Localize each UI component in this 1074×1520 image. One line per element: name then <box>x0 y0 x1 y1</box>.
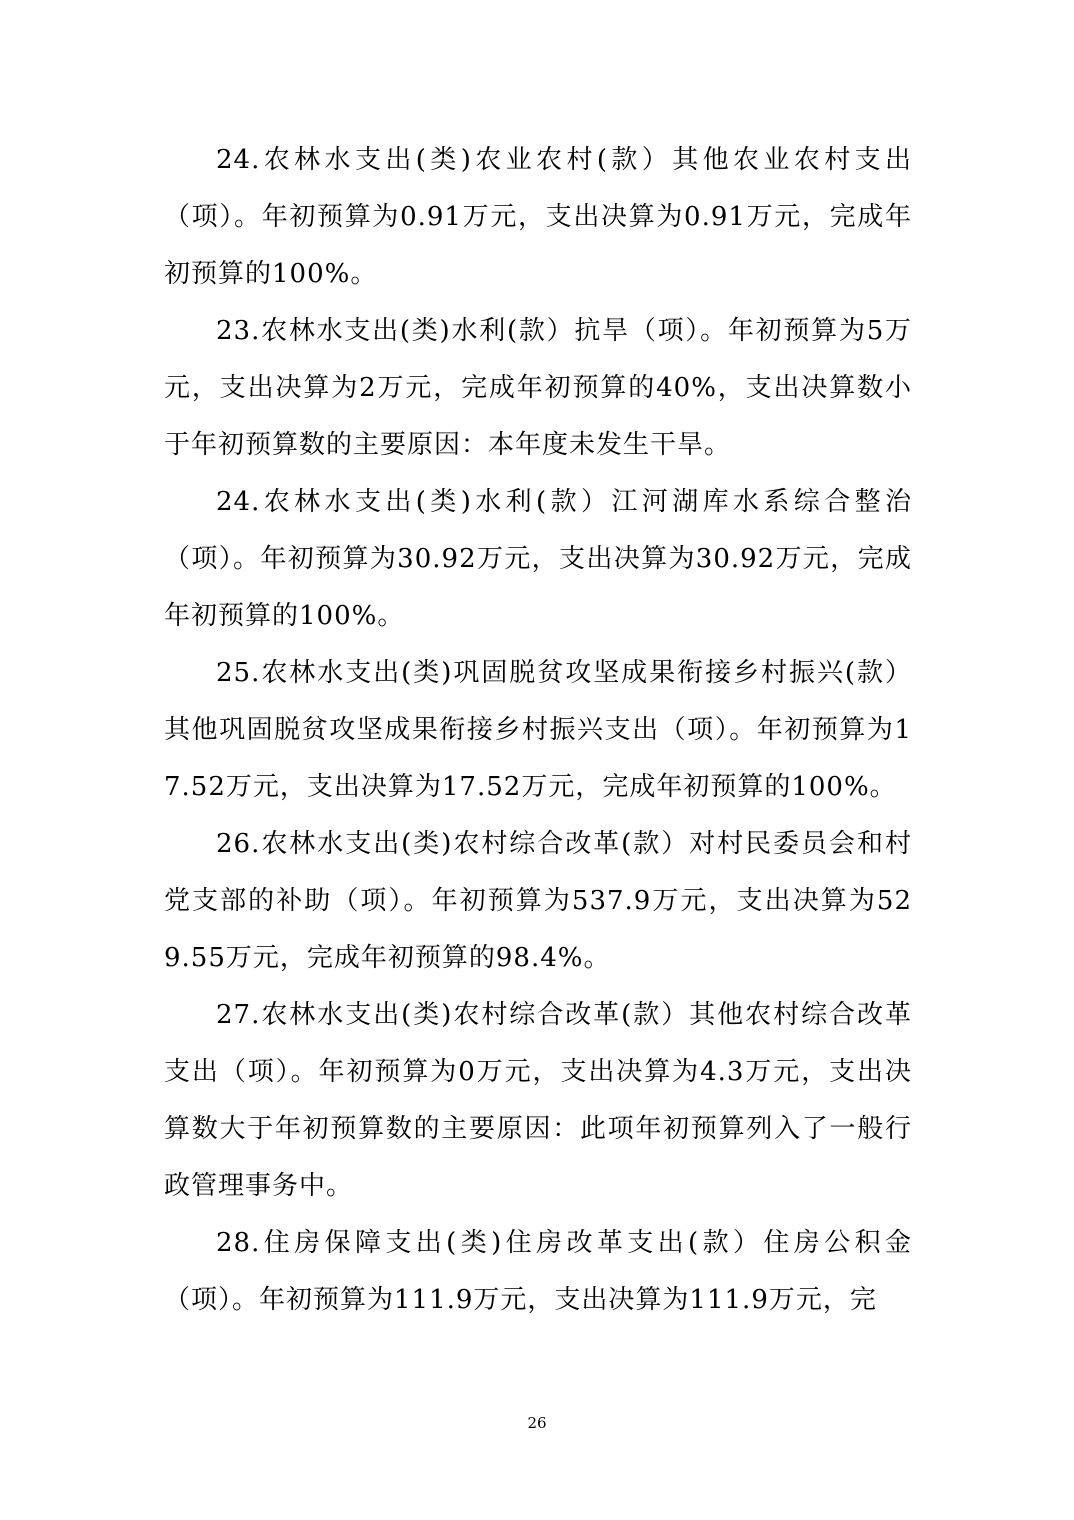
paragraph-item-25-rural-revitalization: 25.农林水支出(类)巩固脱贫攻坚成果衔接乡村振兴(款）其他巩固脱贫攻坚成果衔接乡村振兴支出（项）。年初预算为17.52万元，支出决算为17.52万元，完成年初预算的100%。 <box>164 658 912 802</box>
page-number: 26 <box>527 1414 547 1432</box>
paragraph-item-23-drought: 23.农林水支出(类)水利(款）抗旱（项）。年初预算为5万元，支出决算为2万元，完成年初预算的40%，支出决算数小于年初预算数的主要原因：本年度未发生干旱。 <box>164 316 912 460</box>
paragraph-item-27-rural-reform: 27.农林水支出(类)农村综合改革(款）其他农村综合改革支出（项）。年初预算为0万元，支出决算为4.3万元，支出决算数大于年初预算数的主要原因：此项年初预算列入了一般行政管理事务中。 <box>164 1000 912 1201</box>
paragraph-item-28-housing-fund: 28.住房保障支出(类)住房改革支出(款）住房公积金（项）。年初预算为111.9万元，支出决算为111.9万元，完 <box>164 1228 912 1315</box>
paragraph-item-24-agriculture: 24.农林水支出(类)农业农村(款）其他农业农村支出（项）。年初预算为0.91万元，支出决算为0.91万元，完成年初预算的100%。 <box>164 145 912 289</box>
paragraph-item-26-village-subsidy: 26.农林水支出(类)农村综合改革(款）对村民委员会和村党支部的补助（项）。年初预算为537.9万元，支出决算为529.55万元，完成年初预算的98.4%。 <box>164 829 912 973</box>
body-text <box>164 132 912 1329</box>
paragraph-item-24-water-system: 24.农林水支出(类)水利(款）江河湖库水系综合整治（项）。年初预算为30.92万元，支出决算为30.92万元，完成年初预算的100%。 <box>164 487 912 631</box>
